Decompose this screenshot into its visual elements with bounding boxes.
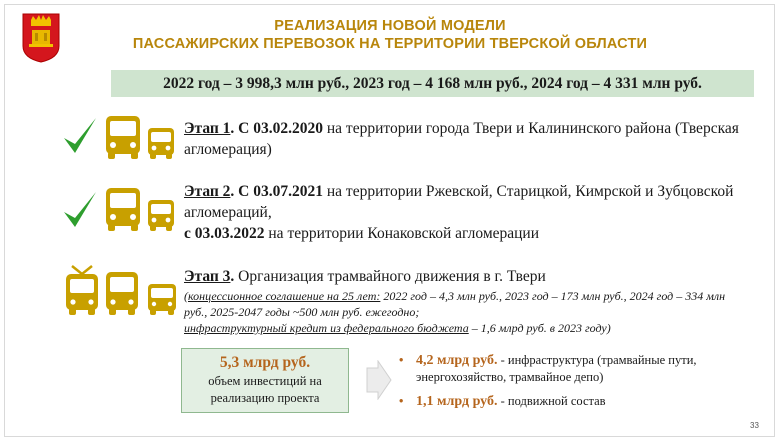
stage-1-text: на территории города Твери и Калининского района (Тверская агломерация) (184, 120, 739, 158)
stage-3-label: Этап 3 (184, 268, 231, 285)
page-title (80, 17, 700, 53)
stage-3-date: . (230, 268, 235, 285)
bullet-icon: • (399, 394, 404, 408)
stage-2-date: . С 03.07.2021 (230, 183, 323, 200)
stage-3-note-credit: инфраструктурный кредит из федерального бюджета (184, 321, 469, 335)
stage-3-note: (концессионное соглашение на 25 лет: 2022 год – 4,3 млн руб., 2023 год – 173 млн руб., 2024 год – 334 млн руб., 2025-2047 годы ~500 млн руб. ежегодно; инфраструктурный кредит из федерального бюджета – 1,6 млрд руб. в 2023 году) (184, 289, 726, 335)
stage-3-note-credit-amount: – 1,6 млрд руб. в 2023 году) (468, 321, 611, 335)
list-item (399, 352, 729, 385)
stage-2 (184, 181, 744, 244)
check-icon (62, 190, 98, 230)
stage-3-note-concession: концессионное соглашение на 25 лет: (188, 289, 381, 303)
stage-3-text: Организация трамвайного движения в г. Твери (234, 268, 546, 285)
stage-1-label: Этап 1 (184, 120, 231, 137)
funding-breakdown (399, 352, 729, 418)
bus-icon (104, 186, 178, 232)
bullet-amount: 4,2 млрд руб. (416, 353, 498, 368)
title-line-1: РЕАЛИЗАЦИЯ НОВОЙ МОДЕЛИ (274, 18, 506, 34)
stage-3-note-amounts: 2022 год – 4,3 млн руб., 2023 год – 173 млн руб., 2024 год – 334 млн руб., 2025-2047 годы ~500 млн руб. ежегодно; (184, 289, 726, 319)
stage-2-line2-date: с 03.03.2022 (184, 225, 265, 242)
coat-of-arms-icon (21, 12, 61, 64)
arrow-right-icon (366, 360, 392, 400)
bullet-amount: 1,1 млрд руб. (416, 394, 498, 409)
bullet-text: - инфраструктура (трамвайные пути, энергохозяйство, трамвайное депо) (416, 353, 697, 384)
page-number: 33 (750, 421, 759, 430)
stage-1 (184, 118, 744, 160)
budget-banner: 2022 год – 3 998,3 млн руб., 2023 год – 4 168 млн руб., 2024 год – 4 331 млн руб. (111, 70, 754, 97)
stage-2-line2-text: на территории Конаковской агломерации (264, 225, 540, 242)
stage-2-text: на территории Ржевской, Старицкой, Кимрской и Зубцовской агломераций, (184, 183, 734, 221)
stage-2-label: Этап 2 (184, 183, 231, 200)
stage-3 (184, 266, 744, 336)
bus-icon (104, 114, 178, 160)
tram-icon (64, 264, 180, 316)
bullet-icon: • (399, 353, 404, 367)
stage-1-date: . С 03.02.2020 (230, 120, 323, 137)
bullet-text: - подвижной состав (497, 394, 606, 408)
check-icon (62, 116, 98, 156)
investment-box (181, 348, 349, 413)
title-line-2: ПАССАЖИРСКИХ ПЕРЕВОЗОК НА ТЕРРИТОРИИ ТВЕРСКОЙ ОБЛАСТИ (132, 36, 648, 52)
investment-description: объем инвестиций на реализацию проекта (208, 374, 322, 405)
list-item (399, 393, 729, 410)
investment-amount: 5,3 млрд руб. (219, 354, 311, 371)
